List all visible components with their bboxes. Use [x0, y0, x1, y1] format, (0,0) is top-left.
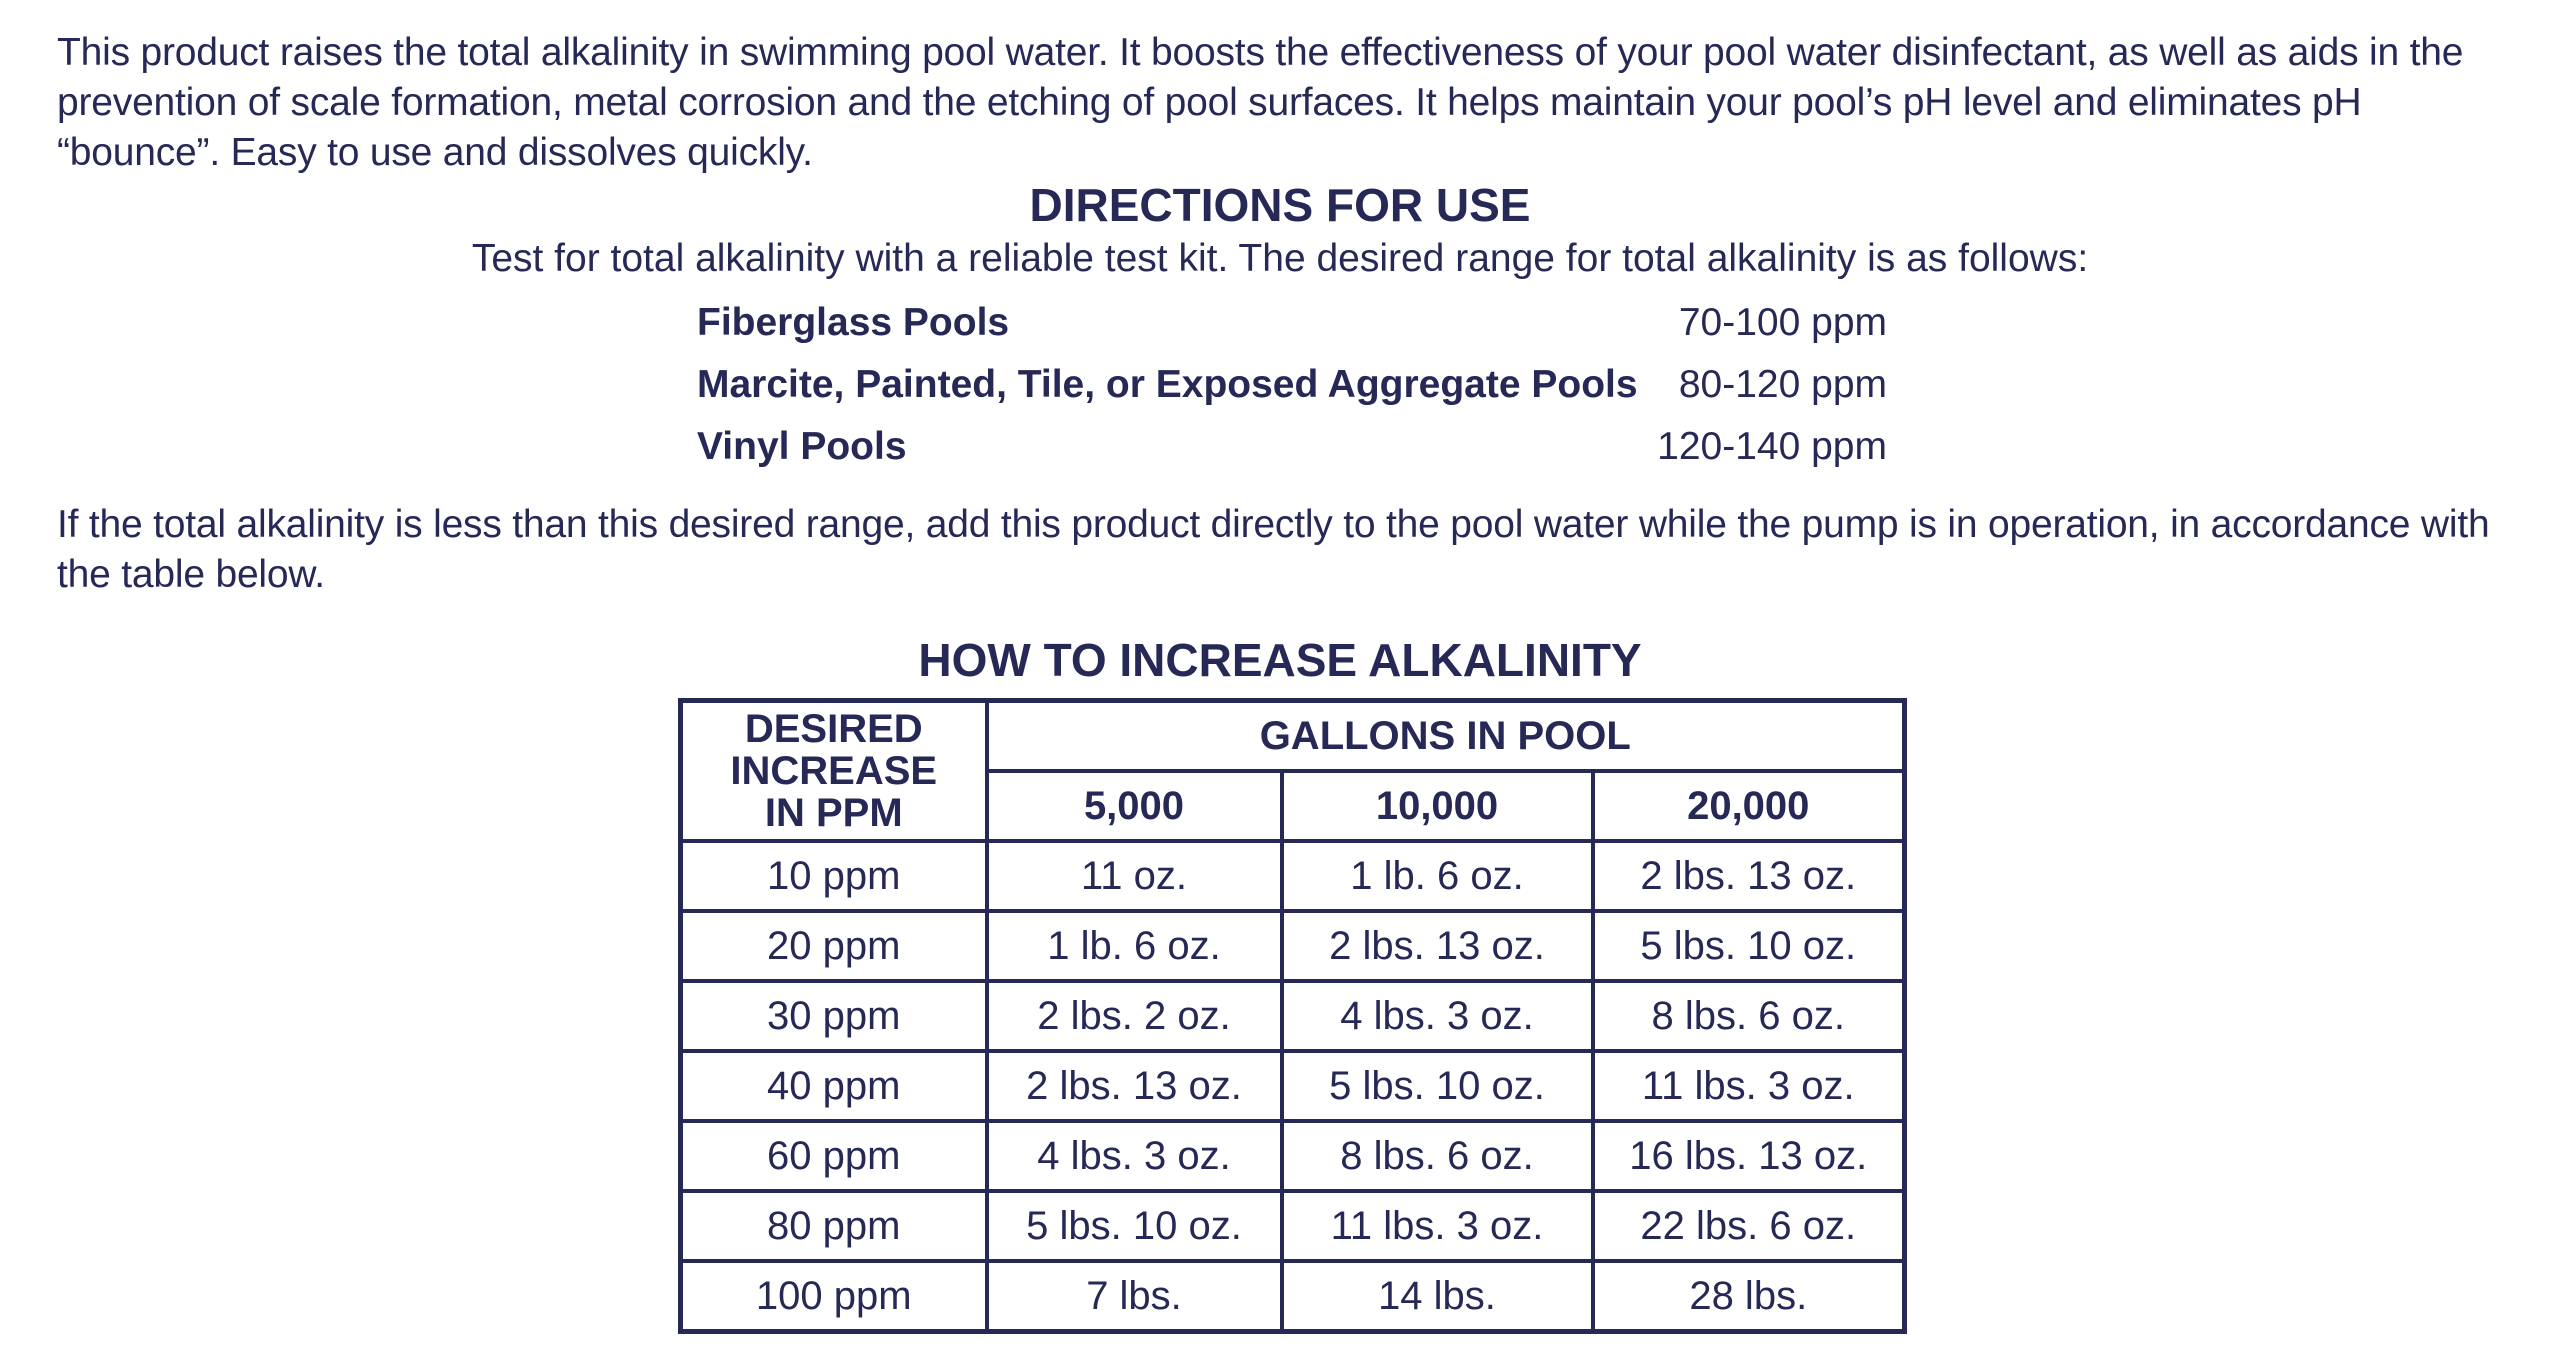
- directions-heading: DIRECTIONS FOR USE: [1029, 179, 1531, 231]
- test-instruction: Test for total alkalinity with a reliable test kit. The desired range for total alkalinity is as follows:: [471, 237, 2089, 280]
- desired-header-line: IN PPM: [764, 791, 903, 835]
- ppm-cell: 10 ppm: [681, 841, 987, 911]
- amount-cell: 8 lbs. 6 oz.: [1282, 1121, 1593, 1191]
- pool-type: Vinyl Pools: [697, 425, 907, 468]
- amount-cell: 22 lbs. 6 oz.: [1593, 1191, 1905, 1261]
- amount-cell: 2 lbs. 2 oz.: [987, 981, 1282, 1051]
- amount-cell: 7 lbs.: [987, 1261, 1282, 1332]
- pool-size-header: 20,000: [1593, 771, 1905, 841]
- ppm-cell: 30 ppm: [681, 981, 987, 1051]
- pool-size-header: 5,000: [987, 771, 1282, 841]
- range-row: [697, 416, 1887, 478]
- amount-cell: 4 lbs. 3 oz.: [987, 1121, 1282, 1191]
- desired-increase-header: [681, 701, 987, 842]
- ppm-range: 120-140 ppm: [1657, 425, 1887, 468]
- ppm-range: 70-100 ppm: [1678, 301, 1887, 344]
- pool-type: Fiberglass Pools: [697, 301, 1010, 344]
- range-row: [697, 292, 1887, 354]
- amount-cell: 5 lbs. 10 oz.: [987, 1191, 1282, 1261]
- table-row: [681, 911, 1905, 981]
- amount-cell: 5 lbs. 10 oz.: [1593, 911, 1905, 981]
- range-row: [697, 354, 1887, 416]
- table-heading: HOW TO INCREASE ALKALINITY: [918, 634, 1642, 686]
- amount-cell: 8 lbs. 6 oz.: [1593, 981, 1905, 1051]
- amount-cell: 2 lbs. 13 oz.: [1282, 911, 1593, 981]
- table-row: [681, 1191, 1905, 1261]
- amount-cell: 5 lbs. 10 oz.: [1282, 1051, 1593, 1121]
- table-row: [681, 1261, 1905, 1332]
- ppm-range: 80-120 ppm: [1678, 363, 1887, 406]
- table-row: [681, 841, 1905, 911]
- ppm-cell: 80 ppm: [681, 1191, 987, 1261]
- table-row: [681, 981, 1905, 1051]
- amount-cell: 11 lbs. 3 oz.: [1593, 1051, 1905, 1121]
- table-row: [681, 1051, 1905, 1121]
- dosing-instruction: If the total alkalinity is less than this desired range, add this product directly to the pool water while the pump is in operation, in accordance with the table below.: [57, 503, 2490, 596]
- product-description: This product raises the total alkalinity in swimming pool water. It boosts the effectiveness of your pool water disinfectant, as well as aids in the prevention of scale formation, metal corrosion and the etching of pool surfaces. It helps maintain your pool’s pH level and eliminates pH “bounce”. Easy to use and dissolves quickly.: [57, 31, 2464, 174]
- amount-cell: 28 lbs.: [1593, 1261, 1905, 1332]
- ppm-cell: 60 ppm: [681, 1121, 987, 1191]
- pool-type: Marcite, Painted, Tile, or Exposed Aggregate Pools: [697, 363, 1638, 406]
- table-row: [681, 1121, 1905, 1191]
- ppm-cell: 40 ppm: [681, 1051, 987, 1121]
- alkalinity-range-list: [697, 292, 1887, 478]
- amount-cell: 1 lb. 6 oz.: [1282, 841, 1593, 911]
- desired-header-line: DESIRED: [744, 707, 923, 751]
- amount-cell: 16 lbs. 13 oz.: [1593, 1121, 1905, 1191]
- gallons-in-pool-header: GALLONS IN POOL: [987, 701, 1905, 772]
- amount-cell: 11 oz.: [987, 841, 1282, 911]
- amount-cell: 2 lbs. 13 oz.: [987, 1051, 1282, 1121]
- amount-cell: 14 lbs.: [1282, 1261, 1593, 1332]
- ppm-cell: 100 ppm: [681, 1261, 987, 1332]
- amount-cell: 4 lbs. 3 oz.: [1282, 981, 1593, 1051]
- desired-header-line: INCREASE: [730, 749, 938, 793]
- amount-cell: 11 lbs. 3 oz.: [1282, 1191, 1593, 1261]
- pool-size-header: 10,000: [1282, 771, 1593, 841]
- alkalinity-dosage-table: [678, 698, 1907, 1334]
- amount-cell: 1 lb. 6 oz.: [987, 911, 1282, 981]
- ppm-cell: 20 ppm: [681, 911, 987, 981]
- amount-cell: 2 lbs. 13 oz.: [1593, 841, 1905, 911]
